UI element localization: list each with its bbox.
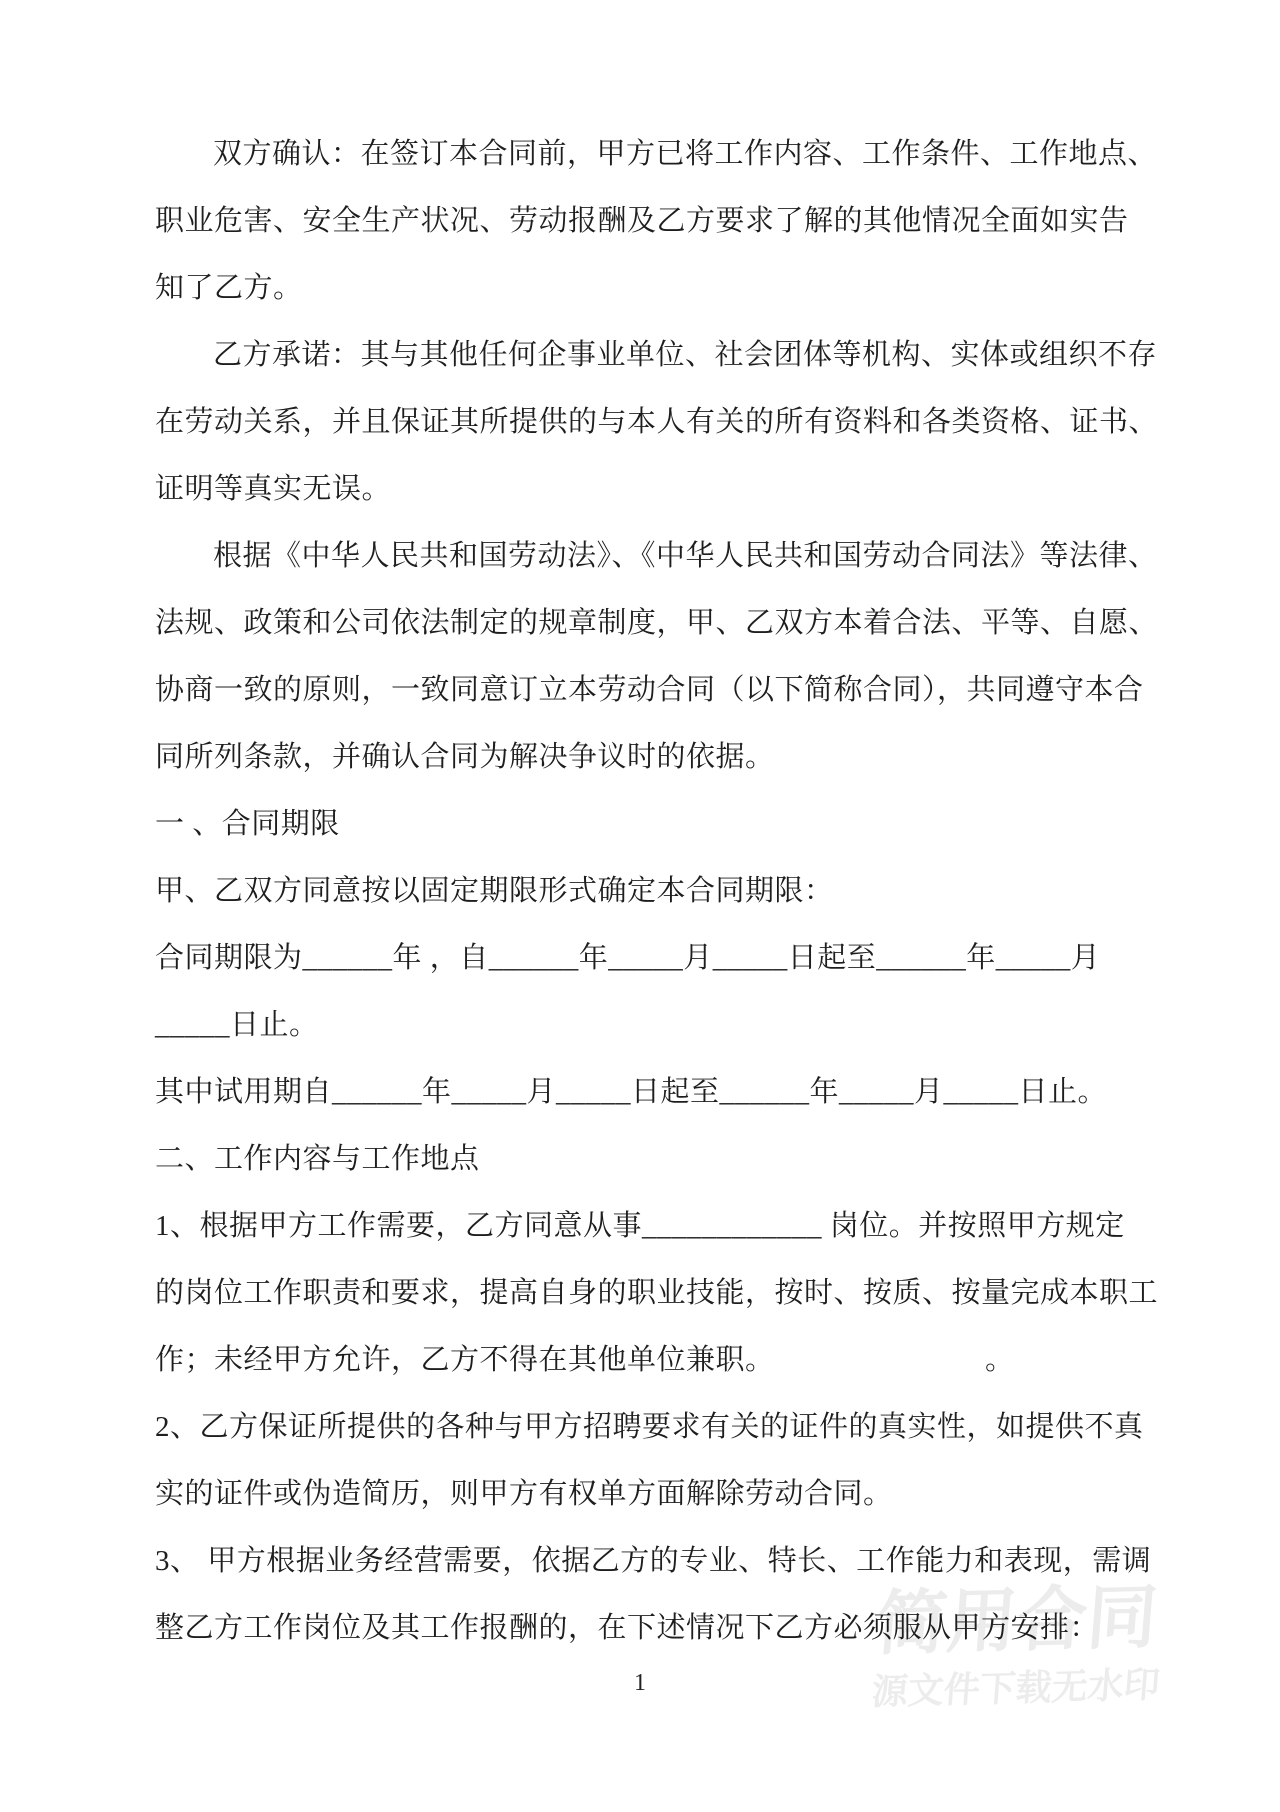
text-line: 其中试用期自______年_____月_____日起至______年_____月_____日止。 <box>155 1076 1108 1108</box>
text-line: 知了乙方。 <box>155 272 303 304</box>
text-line: 一 、合同期限 <box>155 808 340 840</box>
text-line: 证明等真实无误。 <box>155 473 392 505</box>
watermark-brand-text: 简用合同 <box>873 1575 1161 1666</box>
text-line: 整乙方工作岗位及其工作报酬的，在下述情况下乙方必须服从甲方安排： <box>155 1612 1100 1644</box>
text-line: 双方确认：在签订本合同前，甲方已将工作内容、工作条件、工作地点、 <box>213 138 1158 170</box>
text-line: 的岗位工作职责和要求，提高自身的职业技能，按时、按质、按量完成本职工 <box>155 1277 1159 1309</box>
text-line: 合同期限为______年 ，自______年_____月_____日起至______年_____月 <box>155 942 1101 974</box>
text-line: 职业危害、安全生产状况、劳动报酬及乙方要求了解的其他情况全面如实告 <box>155 205 1129 237</box>
text-line: _____日止。 <box>155 1009 319 1041</box>
text-line: 乙方承诺：其与其他任何企事业单位、社会团体等机构、实体或组织不存 <box>213 339 1158 371</box>
text-line: 根据《中华人民共和国劳动法》、《中华人民共和国劳动合同法》等法律、 <box>213 540 1158 572</box>
text-line: 甲、乙双方同意按以固定期限形式确定本合同期限： <box>155 875 834 907</box>
contract-body <box>155 121 1159 1662</box>
text-line: 1、根据甲方工作需要，乙方同意从事____________ 岗位。并按照甲方规定 <box>155 1210 1125 1242</box>
text-line: 二、工作内容与工作地点 <box>155 1143 480 1175</box>
text-line: 法规、政策和公司依法制定的规章制度，甲、乙双方本着合法、平等、自愿、 <box>155 607 1159 639</box>
stray-punctuation: 。 <box>985 1344 1015 1376</box>
text-line: 3、 甲方根据业务经营需要，依据乙方的专业、特长、工作能力和表现，需调 <box>155 1545 1152 1577</box>
text-line: 同所列条款，并确认合同为解决争议时的依据。 <box>155 741 775 773</box>
watermark-subtitle-text: 源文件下载无水印 <box>870 1664 1162 1714</box>
text-line: 2、乙方保证所提供的各种与甲方招聘要求有关的证件的真实性，如提供不真 <box>155 1411 1144 1443</box>
text-line: 协商一致的原则，一致同意订立本劳动合同（以下简称合同），共同遵守本合 <box>155 674 1144 706</box>
text-line: 在劳动关系，并且保证其所提供的与本人有关的所有资料和各类资格、证书、 <box>155 406 1159 438</box>
text-line: 作；未经甲方允许，乙方不得在其他单位兼职。 。 <box>155 1344 1015 1376</box>
text-line: 实的证件或伪造简历，则甲方有权单方面解除劳动合同。 <box>155 1478 893 1510</box>
page-number: 1 <box>634 1670 646 1696</box>
